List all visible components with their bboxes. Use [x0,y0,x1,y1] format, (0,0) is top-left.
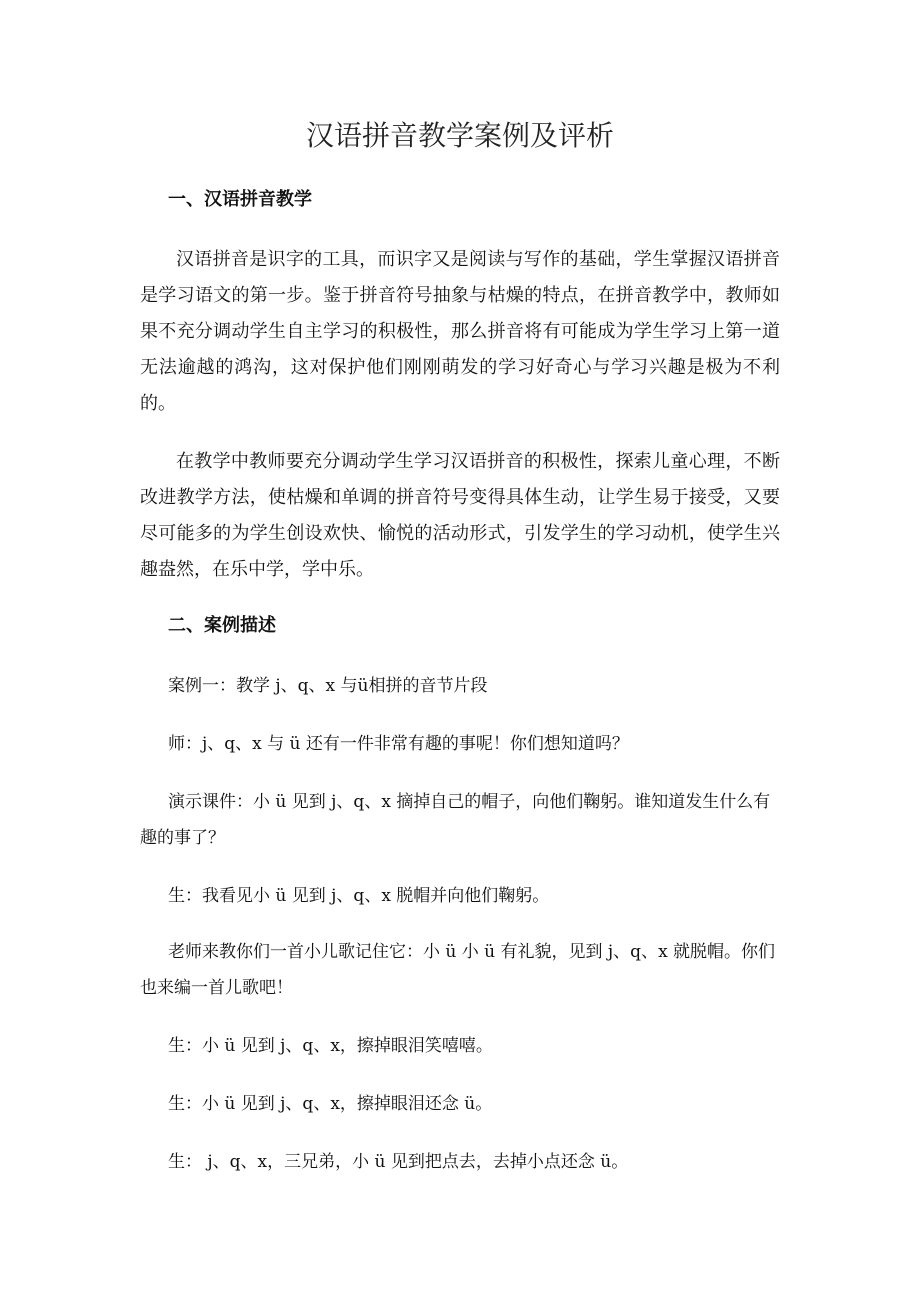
case-line: 演示课件：小 ü 见到 j、q、x 摘掉自己的帽子，向他们鞠躬。谁知道发生什么有趣的事了？ [140,792,771,848]
case-line: 案例一：教学 j、q、x 与ü相拼的音节片段 [168,676,488,696]
case-line: 老师来教你们一首小儿歌记住它：小 ü 小 ü 有礼貌，见到 j、q、x 就脱帽。你们也来编一首儿歌吧！ [140,942,776,998]
paragraph-method: 在教学中教师要充分调动学生学习汉语拼音的积极性，探索儿童心理，不断改进教学方法，使枯燥和单调的拼音符号变得具体生动，让学生易于接受，又要尽可能多的为学生创设欢快、愉悦的活动形式，引发学生的学习动机，使学生兴趣盎然，在乐中学，学中乐。 [140,451,780,580]
case-line: 生：小 ü 见到 j、q、x，擦掉眼泪笑嘻嘻。 [168,1036,493,1056]
case-line: 师：j、q、x 与 ü 还有一件非常有趣的事呢！你们想知道吗？ [168,734,629,754]
case-line: 生： j、q、x，三兄弟，小 ü 见到把点去，去掉小点还念 ü。 [168,1152,629,1172]
section-heading-pinyin-teaching: 一、汉语拼音教学 [168,189,312,210]
case-line: 生：我看见小 ü 见到 j、q、x 脱帽并向他们鞠躬。 [168,886,550,906]
paragraph-intro: 汉语拼音是识字的工具，而识字又是阅读与写作的基础，学生掌握汉语拼音是学习语文的第一步。鉴于拼音符号抽象与枯燥的特点，在拼音教学中，教师如果不充分调动学生自主学习的积极性，那么拼音将有可能成为学生学习上第一道无法逾越的鸿沟，这对保护他们刚刚萌发的学习好奇心与学习兴趣是极为不利的。 [140,249,780,414]
document-title: 汉语拼音教学案例及评析 [305,119,614,152]
case-line: 生：小 ü 见到 j、q、x，擦掉眼泪还念 ü。 [168,1094,493,1114]
section-heading-case-description: 二、案例描述 [168,615,276,636]
